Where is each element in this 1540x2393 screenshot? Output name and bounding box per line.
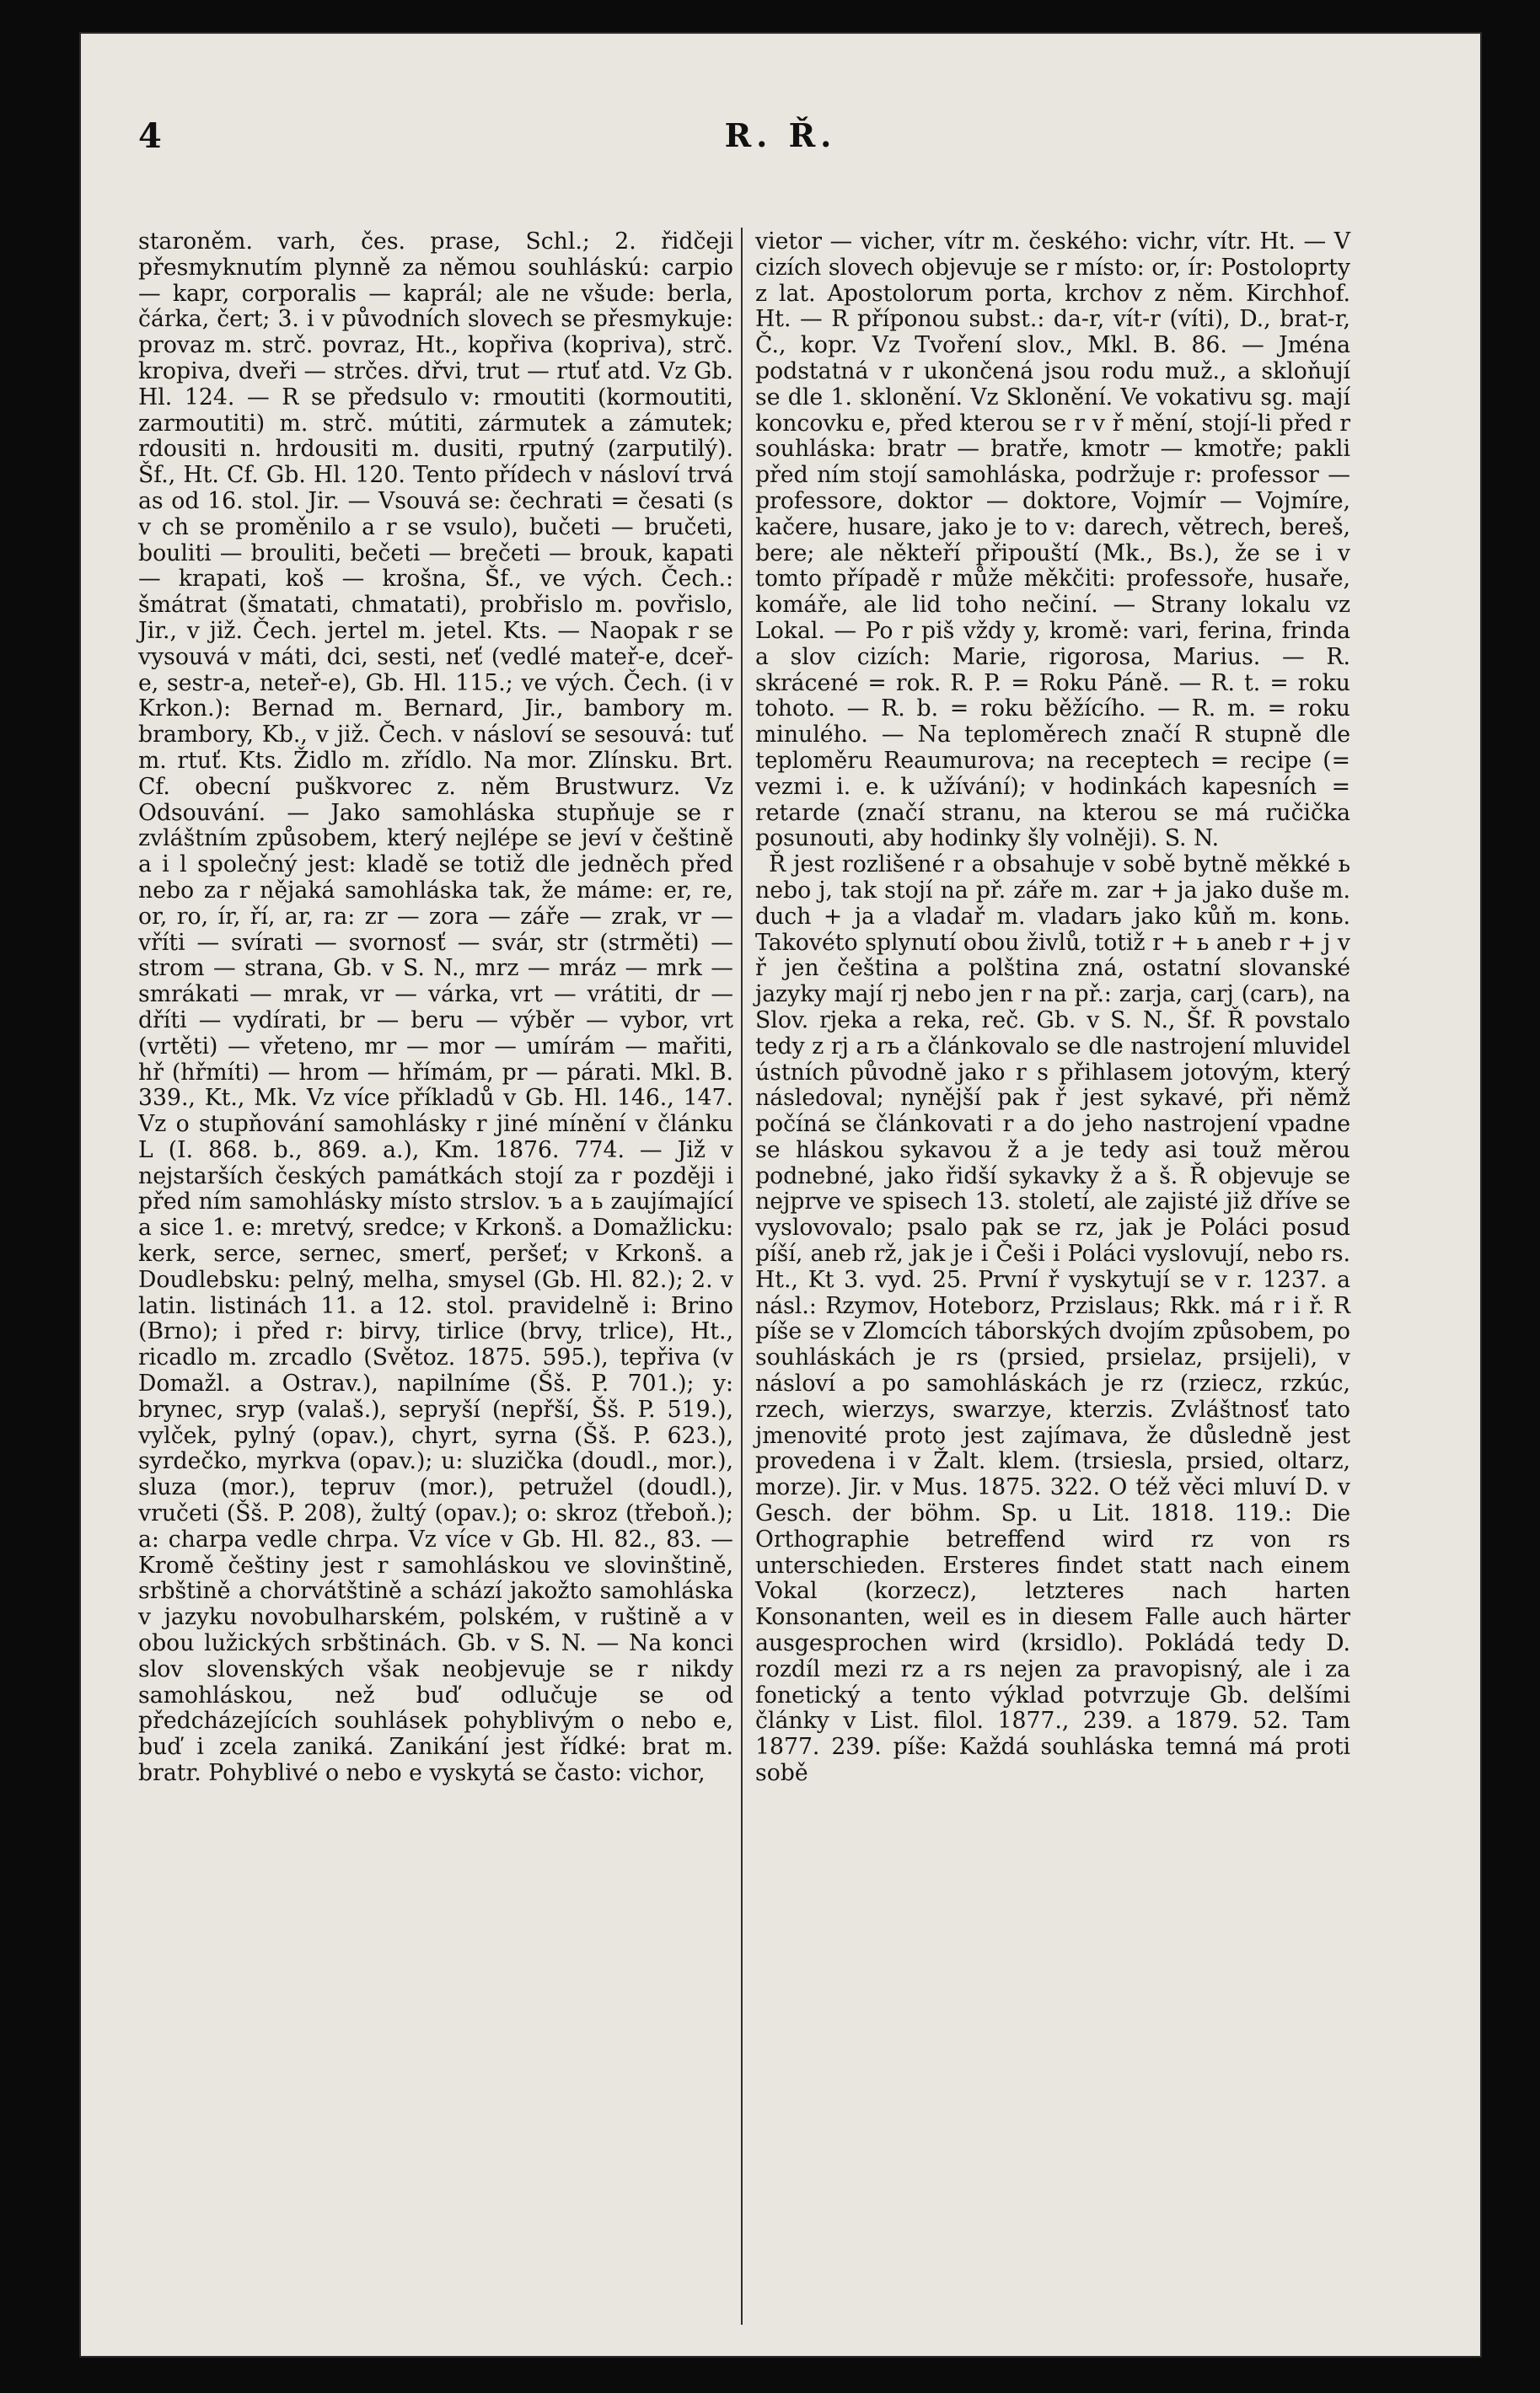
paragraph: Ř jest rozlišené r a obsahuje v sobě bytně měkké ь nebo j, tak stojí na př. záře m. zar + ja jako duše m. duch + ja a vladař m. vladarь jako kůň m. konь. Takovéto splynutí obou živlů, totiž r + ь aneb r + j v ř jen čeština a polština zná, ostatní slovanské jazyky mají rj nebo jen r na př.: zarja, carj (carь), na Slov. rjeka a reka, reč. Gb. v S. N., Šf. Ř povstalo tedy z rj a rь a článkovalo se dle nastrojení mluvidel ústních původně jako r s přihlasem jotovým, který následoval; nynější pak ř jest sykavé, při němž počíná se článkovati r a do jeho nastrojení vpadne se hláskou sykavou ž a je tedy asi touž měrou podnebné, jako řidší sykavky ž a š. Ř objevuje se nejprve ve spisech 13. století, ale zajisté již dříve se vyslovovalo; psalo pak se rz, jak je Poláci posud píší, aneb rž, jak je i Češi i Poláci vyslovují, nebo rs. Ht., Kt 3. vyd. 25. První ř vyskytují se v r. 1237. a násl.: Rzymov, Hoteborz, Przislaus; Rkk. má r i ř. R píše se v Zlomcích táborských dvojím způsobem, po souhláskách je rs (prsied, prsielaz, prsijeli), v násloví a po samohláskách je rz (rziecz, rzkúc, rzech, wierzys, swarzye, kterzis. Zvláštnosť tato jmenovité proto jest zajímava, že důsledně jest provedena i v Žalt. klem. (trsiesla, prsied, oltarz, morze). Jir. v Mus. 1875. 322. O též věci mluví D. v Gesch. der böhm. Sp. u Lit. 1818. 119.: Die Orthographie betreffend wird rz von rs unterschieden. Ersteres findet statt nach einem Vokal (korzecz), letzteres nach harten Konsonanten, weil es in diesem Falle auch härter ausgesprochen wird (krsidlo). Pokládá tedy D. rozdíl mezi rz a rs nejen za pravopisný, ale i za fonetický a tento výklad potvrzuje Gb. delšími články v List. filol. 1877., 239. a 1879. 52. Tam 1877. 239. píše: Každá souhláska temná má proti sobě — [755, 851, 1350, 1787]
column-divider — [741, 228, 743, 2325]
paragraph: vietor — vicher, vítr m. českého: vichr, vítr. Ht. — V cizích slovech objevuje se r místo: or, ír: Postoloprty z lat. Apostolorum porta, krchov z něm. Kirchhof. Ht. — R příponou subst.: da-r, vít-r (víti), D., brat-r, Č., kopr. Vz Tvoření slov., Mkl. B. 86. — Jména podstatná v r ukončená jsou rodu muž., a skloňují se dle 1. sklonění. Vz Sklonění. Ve vokativu sg. mají koncovku e, před kterou se r v ř mění, stojí-li před r souhláska: bratr — bratře, kmotr — kmotře; pakli před ním stojí samohláska, podržuje r: professor — professore, doktor — doktore, Vojmír — Vojmíre, kačere, husare, jako je to v: darech, větrech, bereš, bere; ale někteří připouští (Mk., Bs.), že se i v tomto případě r může měkčiti: professoře, husaře, komáře, ale lid toho nečiní. — Strany lokalu vz Lokal. — Po r piš vždy y, kromě: vari, ferina, frinda a slov cizích: Marie, rigorosa, Marius. — R. skrácené = rok. R. P. = Roku Páně. — R. t. = roku tohoto. — R. b. = roku běžícího. — R. m. = roku minulého. — Na teploměrech značí R stupně dle teploměru Reaumurova; na receptech = recipe (= vezmi i. e. k užívání); v hodinkách kapesních = retarde (značí stranu, na kterou se má ručička posunouti, aby hodinky šly volněji). S. N. — [755, 228, 1350, 852]
running-head: R. Ř. — [724, 116, 837, 154]
dictionary-page — [81, 34, 1480, 2356]
left-column — [138, 229, 733, 1787]
page-header — [81, 116, 1480, 167]
page-number: 4 — [138, 116, 162, 156]
paragraph: staroněm. varh, čes. prase, Schl.; 2. řidčeji přesmyknutím plynně za němou souhláskú: carpio — kapr, corporalis — kaprál; ale ne všude: berla, čárka, čert; 3. i v původních slovech se přesmykuje: provaz m. strč. povraz, Ht., kopřiva (kopriva), strč. kropiva, dveři — strčes. dřvi, trut — rtuť atd. Vz Gb. Hl. 124. — R se předsulo v: rmoutiti (kormoutiti, zarmoutiti) m. strč. mútiti, zármutek a zámutek; rdousiti n. hrdousiti m. dusiti, rputný (zarputilý). Šf., Ht. Cf. Gb. Hl. 120. Tento přídech v násloví trvá as od 16. stol. Jir. — Vsouvá se: čechrati = česati (s v ch se proměnilo a r se vsulo), bučeti — bručeti, bouliti — brouliti, bečeti — brečeti — brouk, kapati — krapati, koš — krošna, Šf., ve vých. Čech.: šmátrat (šmatati, chmatati), probřislo m. povřislo, Jir., v již. Čech. jertel m. jetel. Kts. — Naopak r se vysouvá v máti, dci, sesti, neť (vedlé mateř-e, dceř-e, sestr-a, neteř-e), Gb. Hl. 115.; ve vých. Čech. (i v Krkon.): Bernad m. Bernard, Jir., bambory m. brambory, Kb., v již. Čech. v násloví se sesouvá: tuť m. rtuť. Kts. Židlo m. zřídlo. Na mor. Zlínsku. Brt. Cf. obecní puškvorec z. něm Brustwurz. Vz Odsouvání. — Jako samohláska stupňuje se r zvláštním způsobem, který nejlépe se jeví v češtině a i l společný jest: kladě se totiž dle jedněch před nebo za r nějaká samohláska tak, že máme: er, re, or, ro, ír, ří, ar, ra: zr — zora — záře — zrak, vr — vříti — svírati — svornosť — svár, str (strměti) — strom — strana, Gb. v S. N., mrz — mráz — mrk — smrákati — mrak, vr — várka, vrt — vrátiti, dr — dříti — vydírati, br — beru — výběr — vybor, vrt (vrtěti) — vřeteno, mr — mor — umírám — mařiti, hř (hřmíti) — hrom — hřímám, pr — párati. Mkl. B. 339., Kt., Mk. Vz více příkladů v Gb. Hl. 146., 147. Vz o stupňování samohlásky r jiné mínění v článku L (I. 868. b., 869. a.), Km. 1876. 774. — Již v nejstarších českých památkách stojí za r později i před ním samohlásky místo strslov. ъ a ь zaujímající a sice 1. e: mretvý, sredce; v Krkonš. a Domažlicku: kerk, serce, sernec, smerť, peršeť; v Krkonš. a Doudlebsku: pelný, melha, smysel (Gb. Hl. 82.); 2. v latin. listinách 11. a 12. stol. pravidelně i: Brino (Brno); i před r: birvy, tirlice (brvy, trlice), Ht., ricadlo m. zrcadlo (Světoz. 1875. 595.), tepřiva (v Domažl. a Ostrav.), napilníme (Šš. P. 701.); y: brynec, sryp (valaš.), sepryší (nepřší, Šš. P. 519.), vylček, pylný (opav.), chyrt, syrna (Šš. P. 623.), syrdečko, myrkva (opav.); u: sluzička (doudl., mor.), sluza (mor.), tepruv (mor.), petružel (doudl.), vručeti (Šš. P. 208), žultý (opav.); o: skroz (třeboň.); a: charpa vedle chrpa. Vz více v Gb. Hl. 82., 83. — Kromě češtiny jest r samohláskou ve slovinštině, srbštině a chorvátštině a schází jakožto samohláska v jazyku novobulharském, polském, v ruštině a v obou lužických srbštinách. Gb. v S. N. — Na konci slov slovenských však neobjevuje se r nikdy samohláskou, než buď odlučuje se od předcházejících souhlásek pohyblivým o nebo e, buď i zcela zaniká. Zanikání jest řídké: brat m. bratr. Pohyblivé o nebo e vyskytá se často: vichor, — [138, 228, 733, 1787]
right-column — [755, 229, 1350, 1787]
